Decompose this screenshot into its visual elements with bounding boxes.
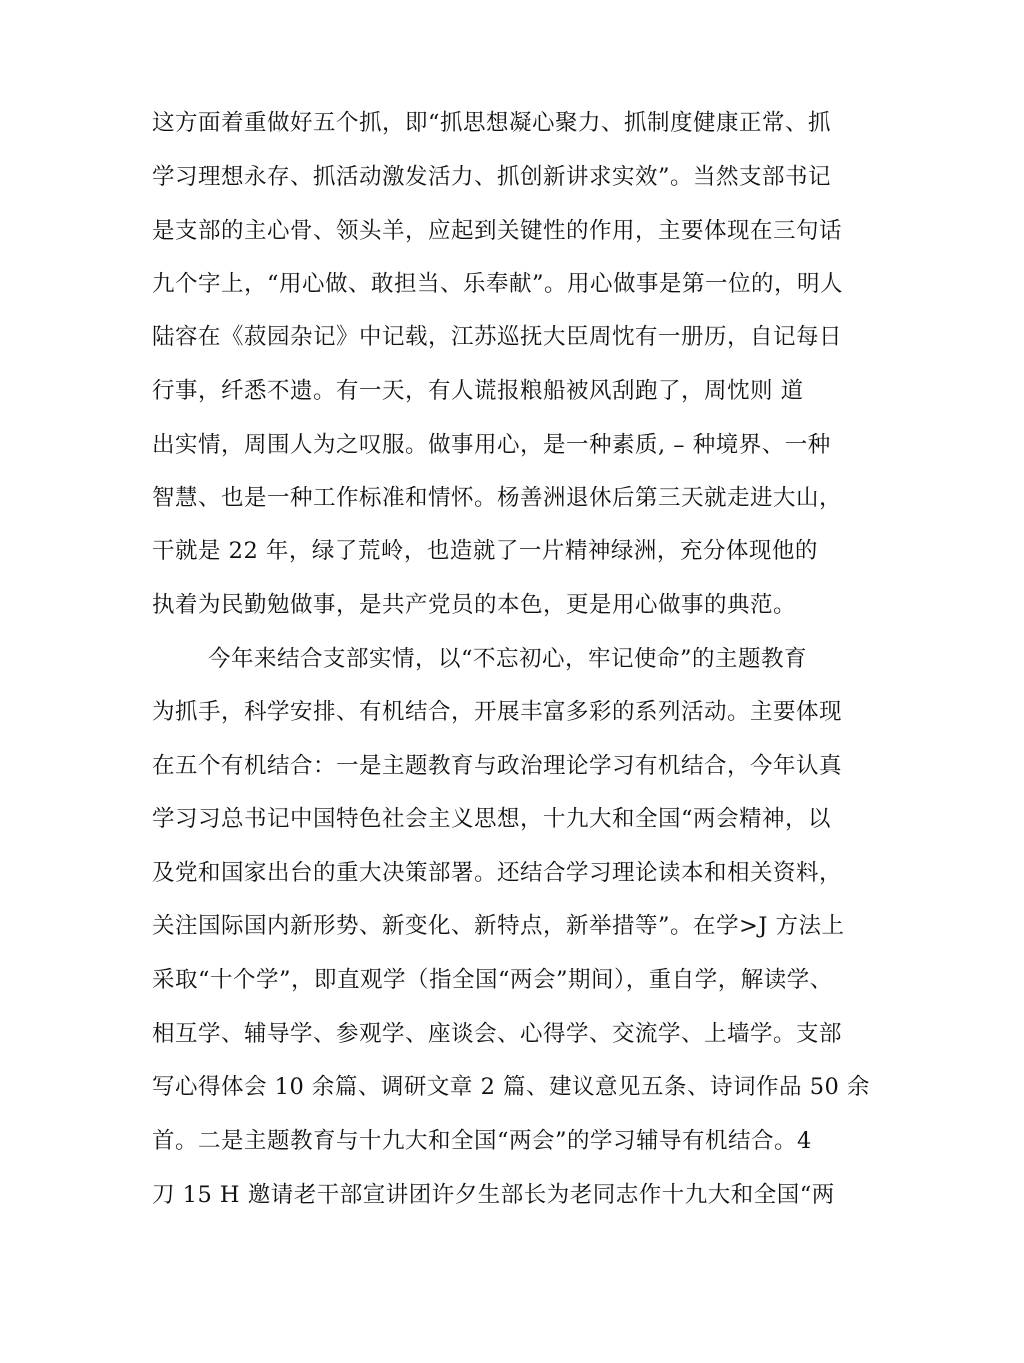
- text-line: 智慧、也是一种工作标准和情怀。杨善洲退休后第三天就走进大山，: [152, 485, 843, 511]
- text-line: 干就是 22 年，绿了荒岭，也造就了一片精神绿洲，充分体现他的: [152, 538, 818, 564]
- text-line: 相互学、辅导学、参观学、座谈会、心得学、交流学、上墙学。支部: [152, 1021, 843, 1047]
- text-line: 写心得体会 10 余篇、调研文章 2 篇、建议意见五条、诗词作品 50 余: [152, 1074, 870, 1100]
- text-line: 关注国际国内新形势、新变化、新特点，新举措等”。在学>J 方法上: [152, 913, 845, 939]
- text-line: 学习理想永存、抓活动激发活力、抓创新讲求实效”。当然支部书记: [152, 164, 832, 190]
- text-line: 是支部的主心骨、领头羊，应起到关键性的作用，主要体现在三句话: [152, 218, 843, 244]
- text-line: 刀 15 H 邀请老干部宣讲团许夕生部长为老同志作十九大和全国“两: [152, 1182, 835, 1208]
- text-line: 为抓手，科学安排、有机结合，开展丰富多彩的系列活动。主要体现: [152, 699, 843, 725]
- text-line: 在五个有机结合：一是主题教育与政治理论学习有机结合，今年认真: [152, 753, 843, 779]
- paragraph-start-line: 今年来结合支部实情，以“不忘初心，牢记使命”的主题教育: [208, 646, 808, 672]
- text-line: 九个字上，“用心做、敢担当、乐奉献”。用心做事是第一位的，明人: [152, 271, 844, 297]
- text-line: 行事，纤悉不遗。有一天，有人谎报粮船被风刮跑了，周忱则 道: [152, 378, 804, 404]
- text-line: 出实情，周围人为之叹服。做事用心，是一种素质, – 种境界、一种: [152, 432, 831, 458]
- text-line: 执着为民勤勉做事，是共产党员的本色，更是用心做事的典范。: [152, 592, 797, 618]
- text-line: 首。二是主题教育与十九大和全国“两会”的学习辅导有机结合。4: [152, 1128, 812, 1154]
- text-line: 学习习总书记中国特色社会主义思想，十九大和全国“两会精神，以: [152, 806, 832, 832]
- text-line: 及党和国家出台的重大决策部署。还结合学习理论读本和相关资料，: [152, 860, 843, 886]
- text-line: 采取“十个学”，即直观学（指全国“两会”期间），重自学，解读学、: [152, 967, 833, 993]
- text-line: 这方面着重做好五个抓，即“抓思想凝心聚力、抓制度健康正常、抓: [152, 110, 832, 136]
- text-line: 陆容在《菽园杂记》中记载，江苏巡抚大臣周忱有一册历，自记每日: [152, 324, 843, 350]
